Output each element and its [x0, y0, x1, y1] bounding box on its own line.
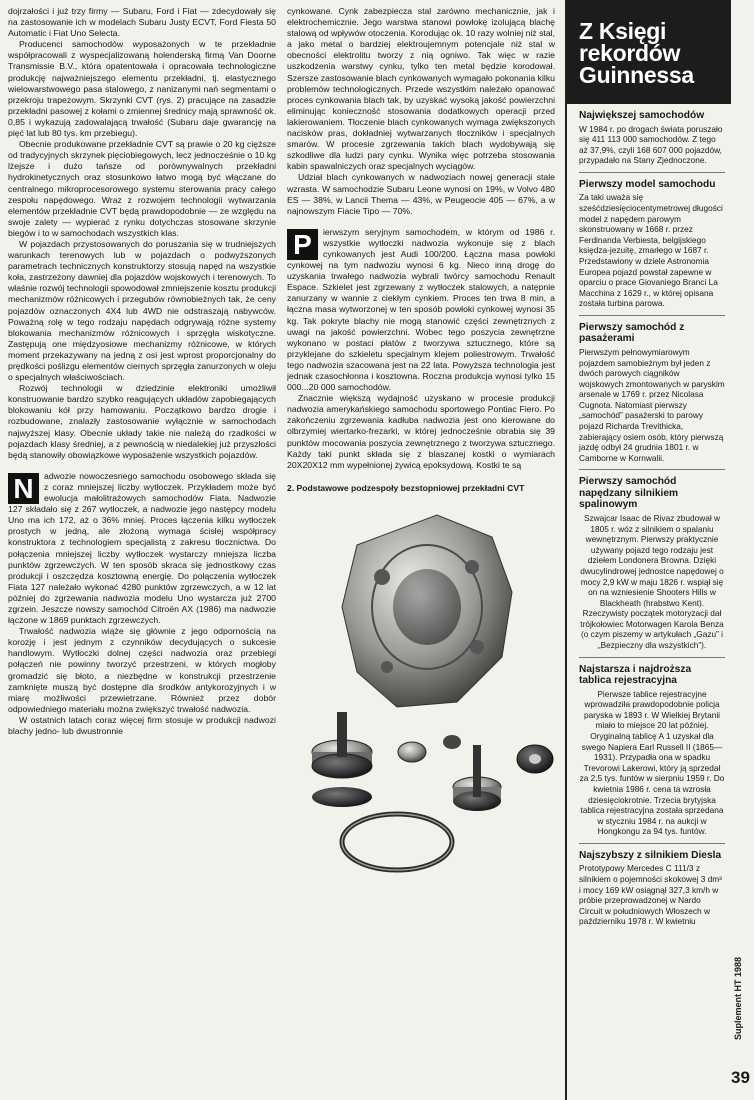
record-item [579, 470, 725, 657]
paragraph: Udział blach cynkowanych w nadwoziach nowej generacji stale wzrasta. W samochodzie Subaru Leone wynosi on 19%, w Volvo 480 ES — 38%, w Lancii Thema — 43%, w Peugeocie 405 — 67%, a w najnowszym Fiacie Tipo — 70%. [287, 172, 555, 216]
guinness-records-sidebar [565, 0, 731, 1100]
record-text: Szwajcar Isaac de Rivaz zbudował w 1805 r. wóz z silnikiem o spalaniu wewnętrznym. Pierwszy praktycznie używany pojazd tego rodzaju jest dziełem Londonera Browna. Dzięki dwucylindrowej jednostce napędowej o mocy 2,9 kW w maju 1826 r. wspiął się on na wzniesienie Shooters Hills w Blackheath (hrabstwo Kent). Rzeczywisty początek motoryzacji dał trójkołowiec Motorwagen Karola Benza (o czym piszemy w artykułach „Gazu” i „Bezpieczny dla wszystkich”). [580, 512, 724, 651]
paragraph: W pojazdach przystosowanych do poruszania się w trudniejszych warunkach terenowych lub w pojazdach o podwyższonych parametrach technicznych konstruktorzy stosują napęd na wszystkie koła, zastrzeżony dawniej dla pojazdów wojskowych i terenowych. To właśnie rozwój technologii spowodował zmniejszenie kosztu produkcji mechanizmów różnicowych i przegubów równobieżnych tak, że ceny pojazdów oznaczonych 4X4 lub 4WD nie odstraszają nabywców. Poważną rolę w tego rodzaju napędach odgrywają różne systemy blokowania mechanizmów różnicowych i sprzęgła wiskotyczne. Zastępują one międzyosiowe mechanizmy różnicowe, w których moment przekazywany na jedną z osi jest wprost proporcjonalny do prędkości poślizgu elementów ciernych sprzęgła zanurzonych w oleju o specjalnych właściwościach. [8, 238, 276, 383]
record-heading: Największej samochodów [579, 110, 705, 121]
paragraph: Trwałość nadwozia wiąże się głównie z jego odpornością na korozję i jest jednym z czynników decydujących o sukcesie handlowym. Wytłoczki dolnej części nadwozia oraz przebiegi połączeń nie powinny tworzyć przestrzeni, w których mogłoby gromadzić się błoto, a niezbędne w konstrukcji przestrzenie zamknięte muszą być dostępne dla środków antykorozyjnych i w miarę możliwości przewietrzane. Również przez dobór odpowiedniego materiału można zwiększyć trwałość nadwozia. [8, 626, 276, 714]
record-text: W 1984 r. po drogach świata poruszało się 411 113 000 samochodów. Z tego aż 37,9%, czyli 168 607 000 pojazdów, przypadało na Stany Zjednoczone. [579, 123, 723, 166]
paragraph: ierwszym seryjnym samochodem, w którym od 1986 r. wszystkie wytłoczki nadwozia wykonuje się z blach cynkowanych jest Audi 100/200. Łączna masa powłoki cynkowej na tym nadwoziu wynosi 6 kg. Nieco inną drogę do uzyskania trwałego nadwozia wybrali twórcy samochodu Renault Espace. Szkielet jest zgrzewany z wytłoczek stalowych, a natępnie zanurzany w wannie z ciekłym cynkiem. Proces ten trwa 8 min, a łączna masa wytworzonej w ten sposób powłoki cynkowej wynosi 35 kg. Tak pokryte blachy nie mogą stanowić części zewnętrznych z uwagi na jakość powierzchni. Wobec tego poszycia zewnętrzne wykonano w postaci płatów z tworzywa sztucznego, które są przyklejane do szkieletu specjalnym klejem poliestrowym. Trwałość tego nadwozia szacowana jest na 22 lata. Powyższa technologia jest jednak czasochłonna i kosztowna. Roczna produkcja wynosi tylko 15 000...20 000 samochodów. [287, 226, 555, 393]
record-text: Pierwsze tablice rejestracyjne wprowadziła prawdopodobnie policja paryska w 1893 r. W Wielkiej Brytanii miało to miejsce 20 lat później. Oryginalną tablicę A 1 uzyskał dla swego Napiera Earl Russell II (1865—1931). Przypadła ona w spadku Trevorowi Lakerowi, który ją sprzedał za 2,5 tys. funtów w sierpniu 1959 r. Do kwietnia 1986 r. cena ta wzrosła dziesięciokrotnie. Trzecia brytyjska tablica rejestracyjna została sprzedana w styczniu 1984 r. na aukcji w Hongkongu za 94 tys. funtów. [579, 688, 725, 837]
cvt-components-photo [287, 497, 555, 882]
record-item [579, 104, 725, 173]
article-column-2 [287, 6, 555, 1094]
paragraph: Znacznie większą wydajność uzyskano w procesie produkcji nadwozia amerykańskiego samochodu sportowego Pontiac Fiero. Po zakończeniu zgrzewania kadłuba nadwozia jest ono kierowane do olbrzymiej wiertarko-frezarki, w której jednocześnie obrabia się 39 punktów mocowania poszycia zewnętrznego z tworzywa sztucznego. Każdy taki punkt składa się z blaszanej kostki o wymiarach 20X20X12 mm wypełnionej żywicą epoksydową. Kostki te są [287, 393, 555, 470]
pulley-right [453, 745, 501, 811]
paragraph: Rozwój technologii w dziedzinie elektroniki umożliwił konstruowanie bardzo szybko reagujących układów zapobiegających blokowaniu kół przy hamowaniu. Początkowo bardzo drogie i rozbudowane, znalazły zastosowanie wyłącznie w samochodach najwyższej klasy. Obecnie układy takie nie należą do rzadkości w pojazdach klasy średniej, a z pewnością w niedalekiej już przyszłości będą stanowiły obowiązkowe wyposażenie wszystkich pojazdów. [8, 383, 276, 460]
record-heading: Najszybszy z silnikiem Diesla [579, 849, 722, 861]
record-heading: Pierwszy samochód napędzany silnikiem spalinowym [579, 476, 679, 511]
record-item [579, 658, 725, 844]
record-text: Za taki uważa się sześćdziesięciocentymetrowej długości model z napędem parowym skonstruowany w 1668 r. przez Ferdinanda Verbiesta, belgijskiego księdza-jezuitę, zmarłego w 1687 r. Przedstawiony w dziele Astronomia Europea pojazd powstał zapewne w oparciu o prace Giovaniego Branci La Macchina z 1629 r., w której opisana została turbina parowa. [579, 192, 723, 309]
dropcap-letter: N [8, 473, 39, 504]
paragraph: adwozie nowoczesnego samochodu osobowego składa się z coraz mniejszej liczby wytłoczek. Przykładem może być ewolucja małolitrażowych samochodów Fiata. Nadwozie 127 składało się z 267 wytłoczek, a nadwozie jego następcy modelu Uno ma ich 172, aż o 36% mniej. Proces łączenia kilku wytłoczek prostych w jedną, ale złożoną wymaga ścisłej współpracy konstruktora z technologiem specjalistą z zakresu tłocznictwa. Do połączenia mniejszej liczby wytłoczek wystarczy mniejsza liczba punktów zgrzewczych. W ten sposób skraca się jednostkowy czas produkcji i oszczędza kosztowną energię. Do połączenia wytłoczek Fiata 127 należało wykonać 4280 punktów zgrzewczych, a w 12 lat później do zgrzewania nadwozia modelu Uno wystarcza już 2700 zgrzein. Jeszcze nowszy samochód Citroën AX (1986) ma nadwozie łączone w 1869 punktach zgrzewczych. [8, 470, 276, 626]
dropcap-letter: P [287, 229, 318, 260]
article-column-1 [8, 6, 276, 1094]
record-item [579, 844, 725, 933]
cvt-components-illustration [287, 497, 555, 882]
page-number: 39 [731, 1068, 750, 1087]
record-text: Prototypowy Mercedes C 111/3 z silnikiem o pojemności skokowej 3 dm³ i mocy 169 kW osiągnął 327,3 km/h w próbie przeprowadzonej w Nardo Circuit w południowych Włoszech w październiku 1978 r. W kwietniu [579, 863, 722, 927]
figure-caption: 2. Podstawowe podzespoły bezstopniowej przekładni CVT [287, 482, 525, 493]
record-heading: Pierwszy samochód z pasażerami [579, 321, 685, 345]
sidebar-title: Z Księgi rekordów Guinnessa [567, 0, 731, 104]
paragraph: Obecnie produkowane przekładnie CVT są prawie o 20 kg cięższe od tradycyjnych skrzynek pięciobiegowych, lecz jednocześnie o 10 kg lżejsze i dużo tańsze od porównywalnych przekładni hydrokinetycznych oraz stosunkowo łatwo mogą być włączane do centralnego mikroprocesorowego systemu sterowania pracy całego zespołu napędowego. Wraz z rozwojem technologii wytwarzania elementów przekładnie CVT będą prawdopodobnie — ze względu na swoje zalety — wypierać z rynku dotychczas stosowane skrzynie biegów i to w samochodach wszystkich klas. [8, 139, 276, 238]
paragraph: Producenci samochodów wyposażonych w te przekładnie współpracowali z wyspecjalizowaną holenderską firmą Van Doorne Transmissie B.V., która opatentowała i opracowała technologiczne produkcję najważniejszego elementu przekładni, tj. elastycznego wielowarstwowego pasa stalowego, z nanizanymi nań segmentami o przekroju trapezowym. Skrzynki CVT (rys. 2) pracujące na zasadzie przekładni pasowej z kołami o zmiennej średnicy mają sprawność ok. 0,85 i wykazują zadowalającą trwałość (Subaru daje gwarancję na pięć lat lub 80 tys. km przebiegu). [8, 39, 276, 139]
record-heading: Pierwszy model samochodu [579, 178, 716, 190]
paragraph: cynkowane. Cynk zabezpiecza stal zarówno mechanicznie, jak i elektrochemicznie. Jego warstwa stanowi powłokę izolującą blachę stalową od wpływów otoczenia. Korodując ok. 10 razy wolniej niż stal, a jako metal o bardziej elektroujemnym potencjale niż stal w obecności elektrolitu tworzy z nią ogniwo. Tak więc w razie uszkodzenia warstwy cynku, tylko ten metal będzie korodował. Szersze zastosowanie blach cynkowanych wymagało pokonania kilku problemów technologicznych. Przede wszystkim należało opanować proces cynkowania blach tak, by uzyskać wysoką jakość powierzchni eliminując konieczność stosowania dodatkowych operacji przed lakierowaniem. Tłoczenie blach cynkowanych wymaga zwiększonych nacisków pras, dokładniej wytwarzanych tłoczników i specjalnych smarów. W procesie zgrzewania takich blach wydobywają się szkodliwe dla ludzi pary cynku. Wynika więc potrzeba stosowania kabin spawalniczych oraz specjalnych wyciągów. [287, 6, 555, 172]
record-item [579, 173, 725, 316]
paragraph: W ostatnich latach coraz więcej firm stosuje w produkcji nadwozi blachy jedno- lub dwustronnie [8, 714, 276, 736]
record-text: Pierwszym pełnowymiarowym pojazdem samobieżnym był jeden z dwóch parowych ciągników wojskowych zmontowanych w paryskim arsenale w 1769 r. przez Nicolasa Cugnota. Natomiast pierwszy „samochód” pasażerski to parowy pojazd Richarda Trevithicka, zabierający osiem osób, który pierwszą jazdę odbył 24 grudnia 1801 r. w Camborne w Kornwalii. [579, 346, 725, 463]
pulley-left [312, 712, 372, 807]
record-heading: Najstarsza i najdroższa tablica rejestracyjna [579, 663, 692, 687]
paragraph: dojrzałości i już trzy firmy — Subaru, Ford i Fiat — zdecydowały się na zastosowanie ich w modelach Subaru Justy ECVT, Ford Fiesta 50 Automatic i Fiat Uno Selecta. [8, 6, 276, 39]
record-item [579, 316, 725, 471]
supplement-label: Suplement HT 1988 [733, 956, 743, 1040]
spine-strip [733, 0, 754, 1100]
dropcap-block [8, 471, 276, 626]
dropcap-block [287, 227, 555, 393]
